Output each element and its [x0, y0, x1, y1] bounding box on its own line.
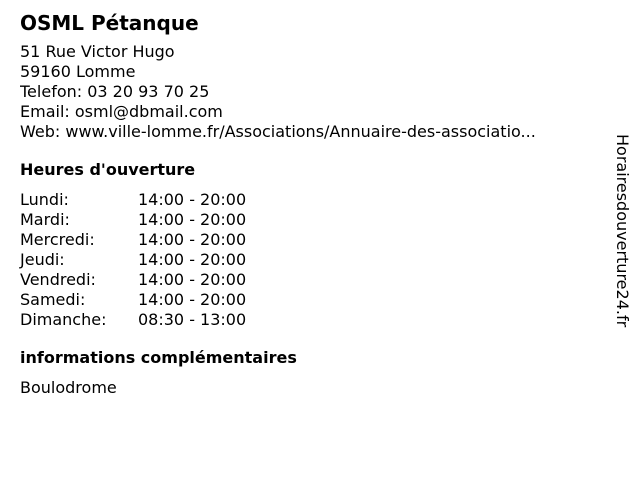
time-range: 14:00 - 20:00: [138, 290, 247, 309]
website-link[interactable]: Web: www.ville-lomme.fr/Associations/Annuaire-des-associatio...: [20, 122, 536, 141]
time-range: 14:00 - 20:00: [138, 250, 247, 269]
hours-row-tuesday: [20, 210, 600, 230]
day-label: Mercredi:: [20, 230, 95, 249]
business-card: [20, 10, 600, 398]
day-label: Samedi:: [20, 290, 86, 309]
opening-hours-table: [20, 190, 600, 330]
hours-row-wednesday: [20, 230, 600, 250]
time-range: 14:00 - 20:00: [138, 230, 247, 249]
hours-row-thursday: [20, 250, 600, 270]
day-label: Lundi:: [20, 190, 69, 209]
time-range: 08:30 - 13:00: [138, 310, 247, 329]
day-label: Vendredi:: [20, 270, 96, 289]
hours-row-saturday: [20, 290, 600, 310]
time-range: 14:00 - 20:00: [138, 190, 247, 209]
day-label: Jeudi:: [20, 250, 65, 269]
hours-row-monday: [20, 190, 600, 210]
time-range: 14:00 - 20:00: [138, 270, 247, 289]
postal-city: 59160 Lomme: [20, 62, 136, 81]
day-label: Dimanche:: [20, 310, 107, 329]
opening-hours-heading: Heures d'ouverture: [20, 160, 196, 179]
day-label: Mardi:: [20, 210, 70, 229]
site-watermark: Horairesdouverture24.fr: [613, 134, 632, 328]
street-address: 51 Rue Victor Hugo: [20, 42, 175, 61]
additional-info-text: Boulodrome: [20, 378, 117, 397]
phone-number[interactable]: Telefon: 03 20 93 70 25: [20, 82, 210, 101]
hours-row-friday: [20, 270, 600, 290]
hours-row-sunday: [20, 310, 600, 330]
email-address[interactable]: Email: osml@dbmail.com: [20, 102, 223, 121]
time-range: 14:00 - 20:00: [138, 210, 247, 229]
business-name: OSML Pétanque: [20, 11, 199, 35]
additional-info-heading: informations complémentaires: [20, 348, 297, 367]
address-block: [20, 42, 600, 142]
